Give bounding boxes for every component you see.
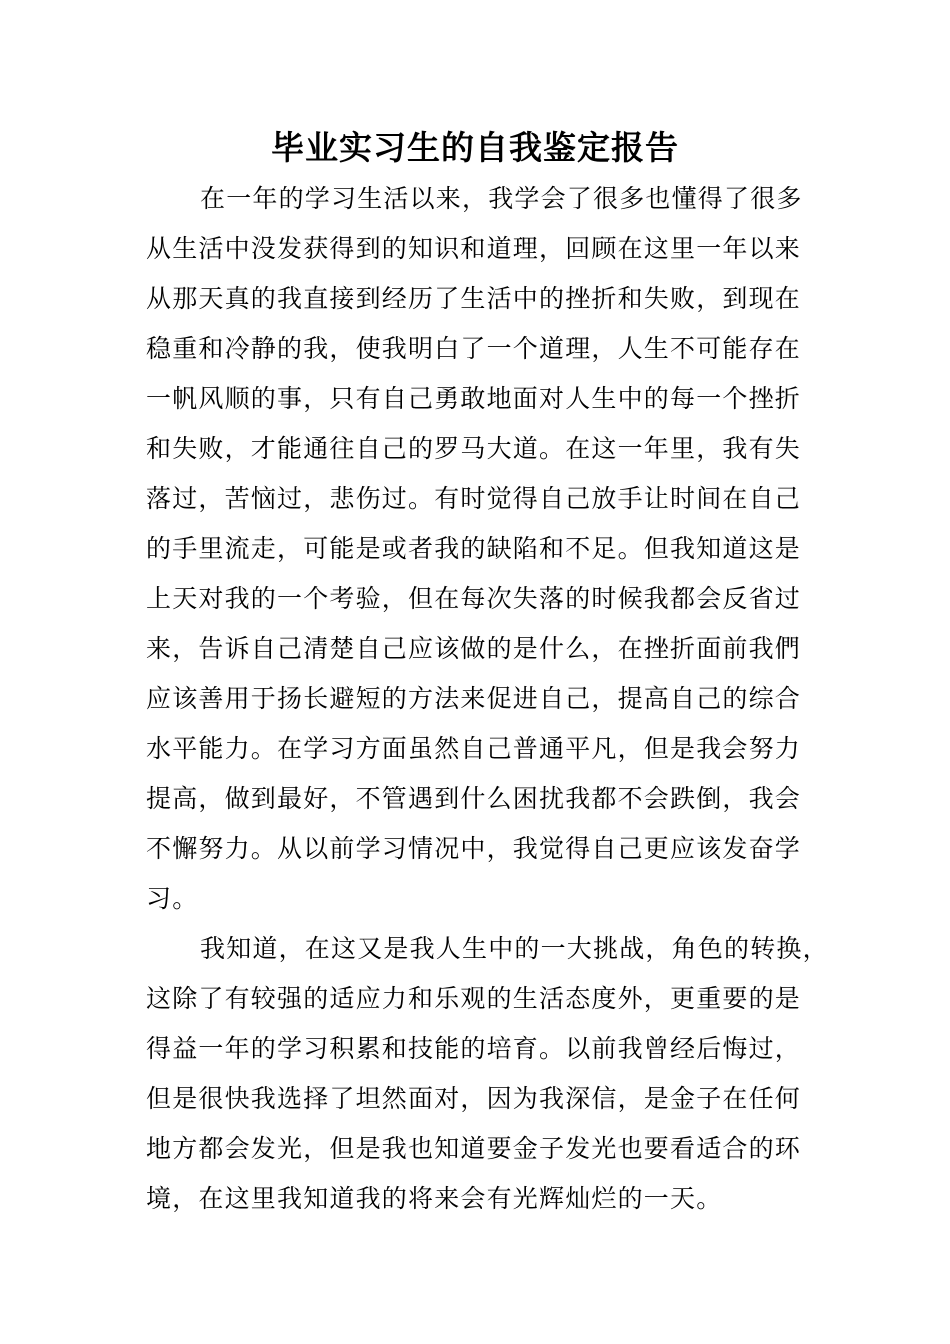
paragraph-1-line-8: 的手里流走，可能是或者我的缺陷和不足。但我知道这是 [146,534,802,563]
paragraph-2-line-5: 地方都会发光，但是我也知道要金子发光也要看适合的环 [146,1134,802,1163]
paragraph-1-line-9: 上天对我的一个考验，但在每次失落的时候我都会反省过 [146,584,802,613]
paragraph-2-line-4: 但是很快我选择了坦然面对，因为我深信，是金子在任何 [146,1084,802,1113]
paragraph-1-line-2: 从生活中没发获得到的知识和道理，回顾在这里一年以来 [146,234,802,263]
paragraph-1-line-11: 应该善用于扬长避短的方法来促进自己，提高自己的综合 [146,684,802,713]
paragraph-2-line-2: 这除了有较强的适应力和乐观的生活态度外，更重要的是 [146,984,802,1013]
paragraph-1-line-5: 一帆风顺的事，只有自己勇敢地面对人生中的每一个挫折 [146,384,802,413]
paragraph-1-line-14: 不懈努力。从以前学习情况中，我觉得自己更应该发奋学 [146,834,802,863]
paragraph-1-line-4: 稳重和冷静的我，使我明白了一个道理，人生不可能存在 [146,334,802,363]
paragraph-2-line-6: 境，在这里我知道我的将来会有光辉灿烂的一天。 [146,1184,723,1213]
paragraph-2-line-3: 得益一年的学习积累和技能的培育。以前我曾经后悔过， [146,1034,802,1063]
paragraph-1-line-3: 从那天真的我直接到经历了生活中的挫折和失败，到现在 [146,284,802,313]
document-title: 毕业实习生的自我鉴定报告 [271,128,679,167]
paragraph-2-line-1: 我知道，在这又是我人生中的一大挑战，角色的转换， [200,934,829,963]
paragraph-1-line-15: 习。 [146,884,199,913]
paragraph-1-line-1: 在一年的学习生活以来，我学会了很多也懂得了很多 [200,184,803,213]
paragraph-1-line-7: 落过，苦恼过，悲伤过。有时觉得自己放手让时间在自己 [146,484,802,513]
paragraph-1-line-6: 和失败，才能通往自己的罗马大道。在这一年里，我有失 [146,434,802,463]
paragraph-1-line-13: 提高，做到最好，不管遇到什么困扰我都不会跌倒，我会 [146,784,802,813]
paragraph-1-line-12: 水平能力。在学习方面虽然自己普通平凡，但是我会努力 [146,734,802,763]
paragraph-1-line-10: 来，告诉自己清楚自己应该做的是什么，在挫折面前我們 [146,634,802,663]
